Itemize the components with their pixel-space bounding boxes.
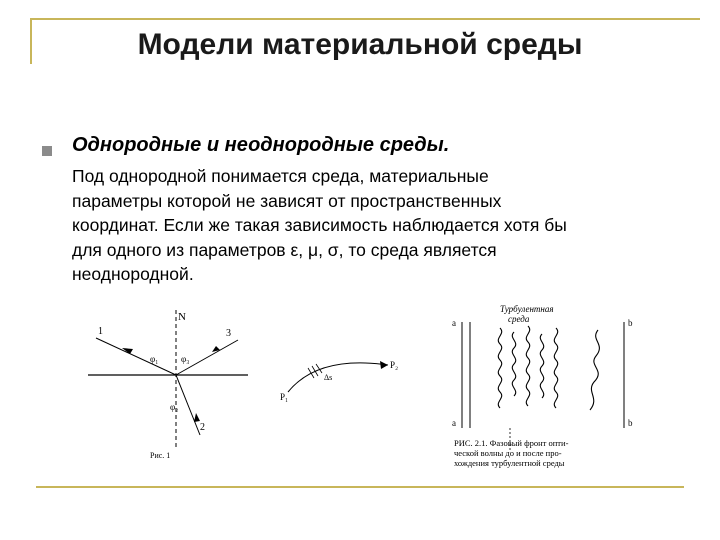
frame-top-border: [30, 18, 700, 20]
refraction-diagram: [88, 300, 258, 470]
figure1-caption: Рис. 1: [150, 451, 171, 460]
figure3-caption-line3: хождения турбулентной среды: [454, 458, 565, 468]
curved-ray-diagram: [278, 340, 408, 410]
phi3-label: φ₃: [181, 354, 190, 364]
paragraph-line: Под однородной понимается среда, материальные: [72, 166, 489, 186]
label-b-top: b: [628, 318, 633, 328]
figure3-caption-line2: ческой волны до и после про-: [454, 448, 562, 458]
figure3-caption-line1: РИС. 2.1. Фазовый фронт опти-: [454, 438, 569, 448]
paragraph-line: параметры которой не зависят от пространственных: [72, 190, 502, 211]
turbulent-label-line2: среда: [508, 314, 530, 324]
subheading: Однородные и неоднородные среды.: [72, 134, 450, 156]
p2-label: P₂: [390, 360, 399, 370]
paragraph: [72, 164, 692, 287]
frame-bottom-border: [36, 486, 684, 488]
phi2-label: φ₂: [170, 402, 179, 412]
label-b-bottom: b: [628, 418, 633, 428]
turbulent-label-line1: Турбулентная: [500, 304, 554, 314]
ray-1-label: 1: [98, 326, 103, 337]
normal-label: N: [178, 311, 186, 323]
delta-s-label: Δs: [324, 373, 333, 382]
phi1-label: φ₁: [150, 354, 159, 364]
label-a-bottom: a: [452, 418, 456, 428]
paragraph-line: координат. Если же такая зависимость наблюдается хотя бы: [72, 215, 567, 235]
paragraph-line: для одного из параметров ε, μ, σ, то среда является: [72, 239, 497, 260]
ray-3-label: 3: [226, 328, 231, 339]
p1-label: P₁: [280, 392, 289, 402]
ray-2-label: 2: [200, 422, 205, 433]
slide-title: Модели материальной среды: [137, 28, 583, 61]
turbulent-medium-diagram: [448, 300, 638, 475]
bullet-square-icon: [42, 146, 52, 156]
paragraph-line: неоднородной.: [72, 264, 194, 284]
label-a-top: a: [452, 318, 456, 328]
